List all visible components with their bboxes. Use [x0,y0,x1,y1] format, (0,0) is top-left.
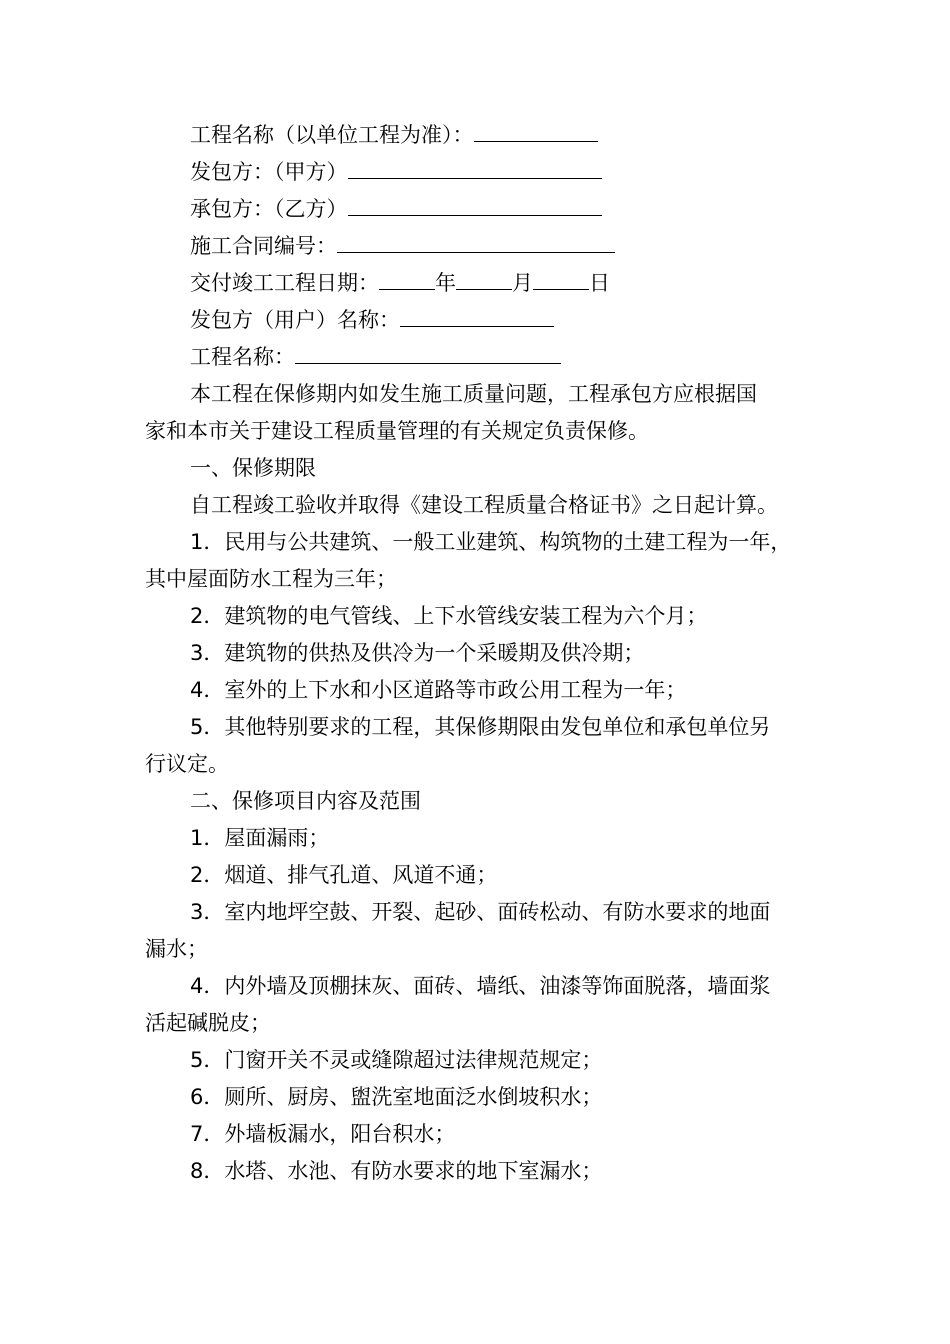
field-label: 发包方（用户）名称： [190,308,400,332]
day-label: 日 [589,271,610,295]
day-blank[interactable] [533,265,589,290]
section-heading: 二、保修项目内容及范围 [190,789,421,813]
field-project-name [145,339,810,376]
list-item: 3．室内地坪空鼓、开裂、起砂、面砖松动、有防水要求的地面 [190,900,771,924]
field-client-name [145,302,810,339]
field-label: 承包方：（乙方） [190,197,348,221]
list-item: 7．外墙板漏水，阳台积水； [190,1122,456,1146]
list-item: 2．建筑物的电气管线、上下水管线安装工程为六个月； [190,604,708,628]
list-item: 4．内外墙及顶棚抹灰、面砖、墙纸、油漆等饰面脱落，墙面浆 [190,974,771,998]
list-item: 8．水塔、水池、有防水要求的地下室漏水； [190,1159,603,1183]
list-item-continuation: 其中屋面防水工程为三年； [145,567,397,591]
list-item-continuation: 行议定。 [145,752,229,776]
document-body [145,117,810,1190]
field-completion-date [145,265,810,302]
year-blank[interactable] [379,265,435,290]
field-label: 工程名称： [190,345,295,369]
year-label: 年 [435,271,456,295]
list-item-continuation: 漏水； [145,937,208,961]
paragraph-line: 本工程在保修期内如发生施工质量问题，工程承包方应根据国 [190,382,757,406]
field-project-name-unit [145,117,810,154]
fill-in-blank[interactable] [337,228,615,253]
field-contract-number [145,228,810,265]
list-item: 1．屋面漏雨； [190,826,330,850]
list-item-continuation: 活起碱脱皮； [145,1011,271,1035]
month-blank[interactable] [456,265,512,290]
list-item: 4．室外的上下水和小区道路等市政公用工程为一年； [190,678,687,702]
paragraph-line: 自工程竣工验收并取得《建设工程质量合格证书》之日起计算。 [190,493,778,517]
field-party-a [145,154,810,191]
field-label: 工程名称（以单位工程为准）： [190,123,474,147]
list-item: 6．厕所、厨房、盥洗室地面泛水倒坡积水； [190,1085,603,1109]
section-heading: 一、保修期限 [190,456,316,480]
field-party-b [145,191,810,228]
fill-in-blank[interactable] [474,117,598,142]
fill-in-blank[interactable] [348,191,602,216]
month-label: 月 [512,271,533,295]
list-item: 3．建筑物的供热及供冷为一个采暖期及供冷期； [190,641,645,665]
field-label: 发包方：（甲方） [190,160,348,184]
list-item: 5．门窗开关不灵或缝隙超过法律规范规定； [190,1048,603,1072]
field-label: 交付竣工工程日期： [190,271,379,295]
paragraph-line: 家和本市关于建设工程质量管理的有关规定负责保修。 [145,419,649,443]
list-item: 5．其他特别要求的工程，其保修期限由发包单位和承包单位另 [190,715,771,739]
list-item: 2．烟道、排气孔道、风道不通； [190,863,498,887]
field-label: 施工合同编号： [190,234,337,258]
fill-in-blank[interactable] [295,339,561,364]
list-item: 1．民用与公共建筑、一般工业建筑、构筑物的土建工程为一年， [190,530,792,554]
fill-in-blank[interactable] [400,302,554,327]
fill-in-blank[interactable] [348,154,602,179]
